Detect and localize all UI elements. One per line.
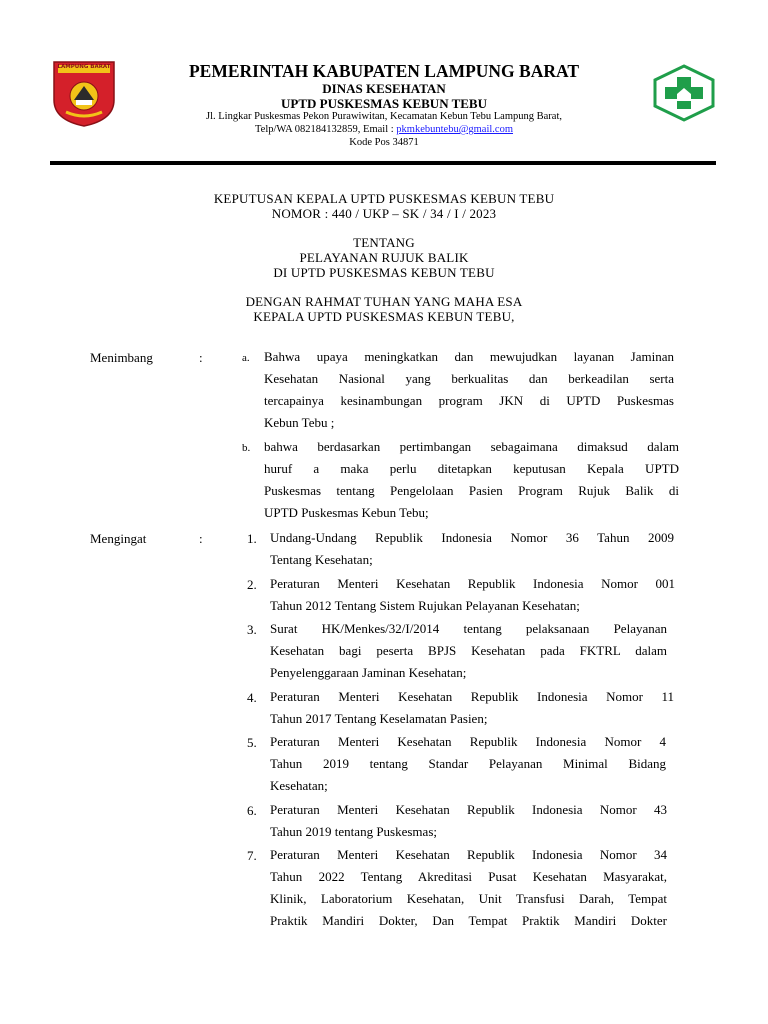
mengingat-4-line: Peraturan Menteri Kesehatan Republik Indonesia Nomor 11 bbox=[270, 689, 674, 704]
mengingat-item-1-mark: 1. bbox=[247, 531, 257, 546]
authority-line: KEPALA UPTD PUSKESMAS KEBUN TEBU, bbox=[253, 309, 515, 324]
mengingat-item-5 bbox=[270, 731, 666, 797]
menimbang-a-line: Kebun Tebu ; bbox=[264, 415, 335, 430]
mengingat-2-line: Tahun 2012 Tentang Sistem Rujukan Pelayanan Kesehatan; bbox=[270, 598, 580, 613]
unit-name: UPTD PUSKESMAS KEBUN TEBU bbox=[281, 96, 487, 111]
decree-title: KEPUTUSAN KEPALA UPTD PUSKESMAS KEBUN TEBU bbox=[213, 191, 555, 206]
menimbang-a-line: Kesehatan Nasional yang berkualitas dan berkeadilan serta bbox=[264, 371, 674, 386]
contact-phone: Telp/WA 082184132859, Email : bbox=[255, 124, 397, 135]
mengingat-1-line: Undang-Undang Republik Indonesia Nomor 36 Tahun 2009 bbox=[270, 530, 674, 545]
mengingat-item-4 bbox=[270, 686, 674, 730]
mengingat-item-5-mark: 5. bbox=[247, 735, 257, 750]
mengingat-item-7 bbox=[270, 844, 667, 932]
mengingat-5-line: Kesehatan; bbox=[270, 778, 328, 793]
mengingat-3-line: Penyelenggaraan Jaminan Kesehatan; bbox=[270, 665, 467, 680]
decree-number: NOMOR : 440 / UKP – SK / 34 / I / 2023 bbox=[271, 206, 497, 221]
mengingat-5-line: Tahun 2019 tentang Standar Pelayanan Minimal Bidang bbox=[270, 756, 666, 771]
menimbang-b-line: UPTD Puskesmas Kebun Tebu; bbox=[264, 505, 429, 520]
menimbang-item-a-mark: a. bbox=[242, 352, 250, 364]
contact-line bbox=[0, 124, 768, 135]
postal-code: Kode Pos 34871 bbox=[349, 137, 419, 148]
mengingat-2-line: Peraturan Menteri Kesehatan Republik Indonesia Nomor 001 bbox=[270, 576, 675, 591]
menimbang-a-line: tercapainya kesinambungan program JKN di UPTD Puskesmas bbox=[264, 393, 674, 408]
menimbang-label: Menimbang bbox=[90, 350, 153, 365]
menimbang-b-line: huruf a maka perlu ditetapkan keputusan Kepala UPTD bbox=[264, 461, 679, 476]
mengingat-item-2 bbox=[270, 573, 675, 617]
mengingat-3-line: Surat HK/Menkes/32/I/2014 tentang pelaksanaan Pelayanan bbox=[270, 621, 667, 636]
menimbang-a-line: Bahwa upaya meningkatkan dan mewujudkan layanan Jaminan bbox=[264, 349, 674, 364]
mengingat-item-6-mark: 6. bbox=[247, 803, 257, 818]
mengingat-colon: : bbox=[199, 531, 203, 546]
menimbang-item-b bbox=[264, 436, 679, 524]
email-link[interactable]: pkmkebuntebu@gmail.com bbox=[396, 124, 513, 135]
mengingat-1-line: Tentang Kesehatan; bbox=[270, 552, 373, 567]
blessing-line: DENGAN RAHMAT TUHAN YANG MAHA ESA bbox=[245, 294, 523, 309]
mengingat-item-4-mark: 4. bbox=[247, 690, 257, 705]
mengingat-item-2-mark: 2. bbox=[247, 577, 257, 592]
mengingat-7-line: Klinik, Laboratorium Kesehatan, Unit Transfusi Darah, Tempat bbox=[270, 891, 667, 906]
mengingat-7-line: Praktik Mandiri Dokter, Dan Tempat Praktik Mandiri Dokter bbox=[270, 913, 667, 928]
menimbang-b-line: Puskesmas tentang Pengelolaan Pasien Program Rujuk Balik di bbox=[264, 483, 679, 498]
menimbang-colon: : bbox=[199, 350, 203, 365]
mengingat-6-line: Tahun 2019 tentang Puskesmas; bbox=[270, 824, 437, 839]
mengingat-4-line: Tahun 2017 Tentang Keselamatan Pasien; bbox=[270, 711, 488, 726]
menimbang-b-line: bahwa berdasarkan pertimbangan sebagaimana dimaksud dalam bbox=[264, 439, 679, 454]
mengingat-7-line: Tahun 2022 Tentang Akreditasi Pusat Kesehatan Masyarakat, bbox=[270, 869, 667, 884]
mengingat-5-line: Peraturan Menteri Kesehatan Republik Indonesia Nomor 4 bbox=[270, 734, 666, 749]
menimbang-item-a bbox=[264, 346, 674, 434]
header-divider bbox=[50, 161, 716, 165]
address: Jl. Lingkar Puskesmas Pekon Purawiwitan, Kecamatan Kebun Tebu Lampung Barat, bbox=[206, 111, 562, 122]
mengingat-item-6 bbox=[270, 799, 667, 843]
decree-subject-1: PELAYANAN RUJUK BALIK bbox=[299, 250, 469, 265]
mengingat-item-7-mark: 7. bbox=[247, 848, 257, 863]
government-name: PEMERINTAH KABUPATEN LAMPUNG BARAT bbox=[188, 61, 580, 81]
decree-subject-2: DI UPTD PUSKESMAS KEBUN TEBU bbox=[273, 265, 495, 280]
mengingat-label: Mengingat bbox=[90, 531, 147, 546]
mengingat-item-1 bbox=[270, 527, 674, 571]
logo-banner-text: LAMPUNG BARAT bbox=[57, 64, 111, 70]
about-label: TENTANG bbox=[353, 235, 415, 250]
mengingat-item-3 bbox=[270, 618, 667, 684]
mengingat-3-line: Kesehatan bagi peserta BPJS Kesehatan pada FKTRL dalam bbox=[270, 643, 667, 658]
menimbang-item-b-mark: b. bbox=[242, 442, 251, 454]
department-name: DINAS KESEHATAN bbox=[322, 81, 446, 96]
mengingat-7-line: Peraturan Menteri Kesehatan Republik Indonesia Nomor 34 bbox=[270, 847, 667, 862]
mengingat-item-3-mark: 3. bbox=[247, 622, 257, 637]
mengingat-6-line: Peraturan Menteri Kesehatan Republik Indonesia Nomor 43 bbox=[270, 802, 667, 817]
